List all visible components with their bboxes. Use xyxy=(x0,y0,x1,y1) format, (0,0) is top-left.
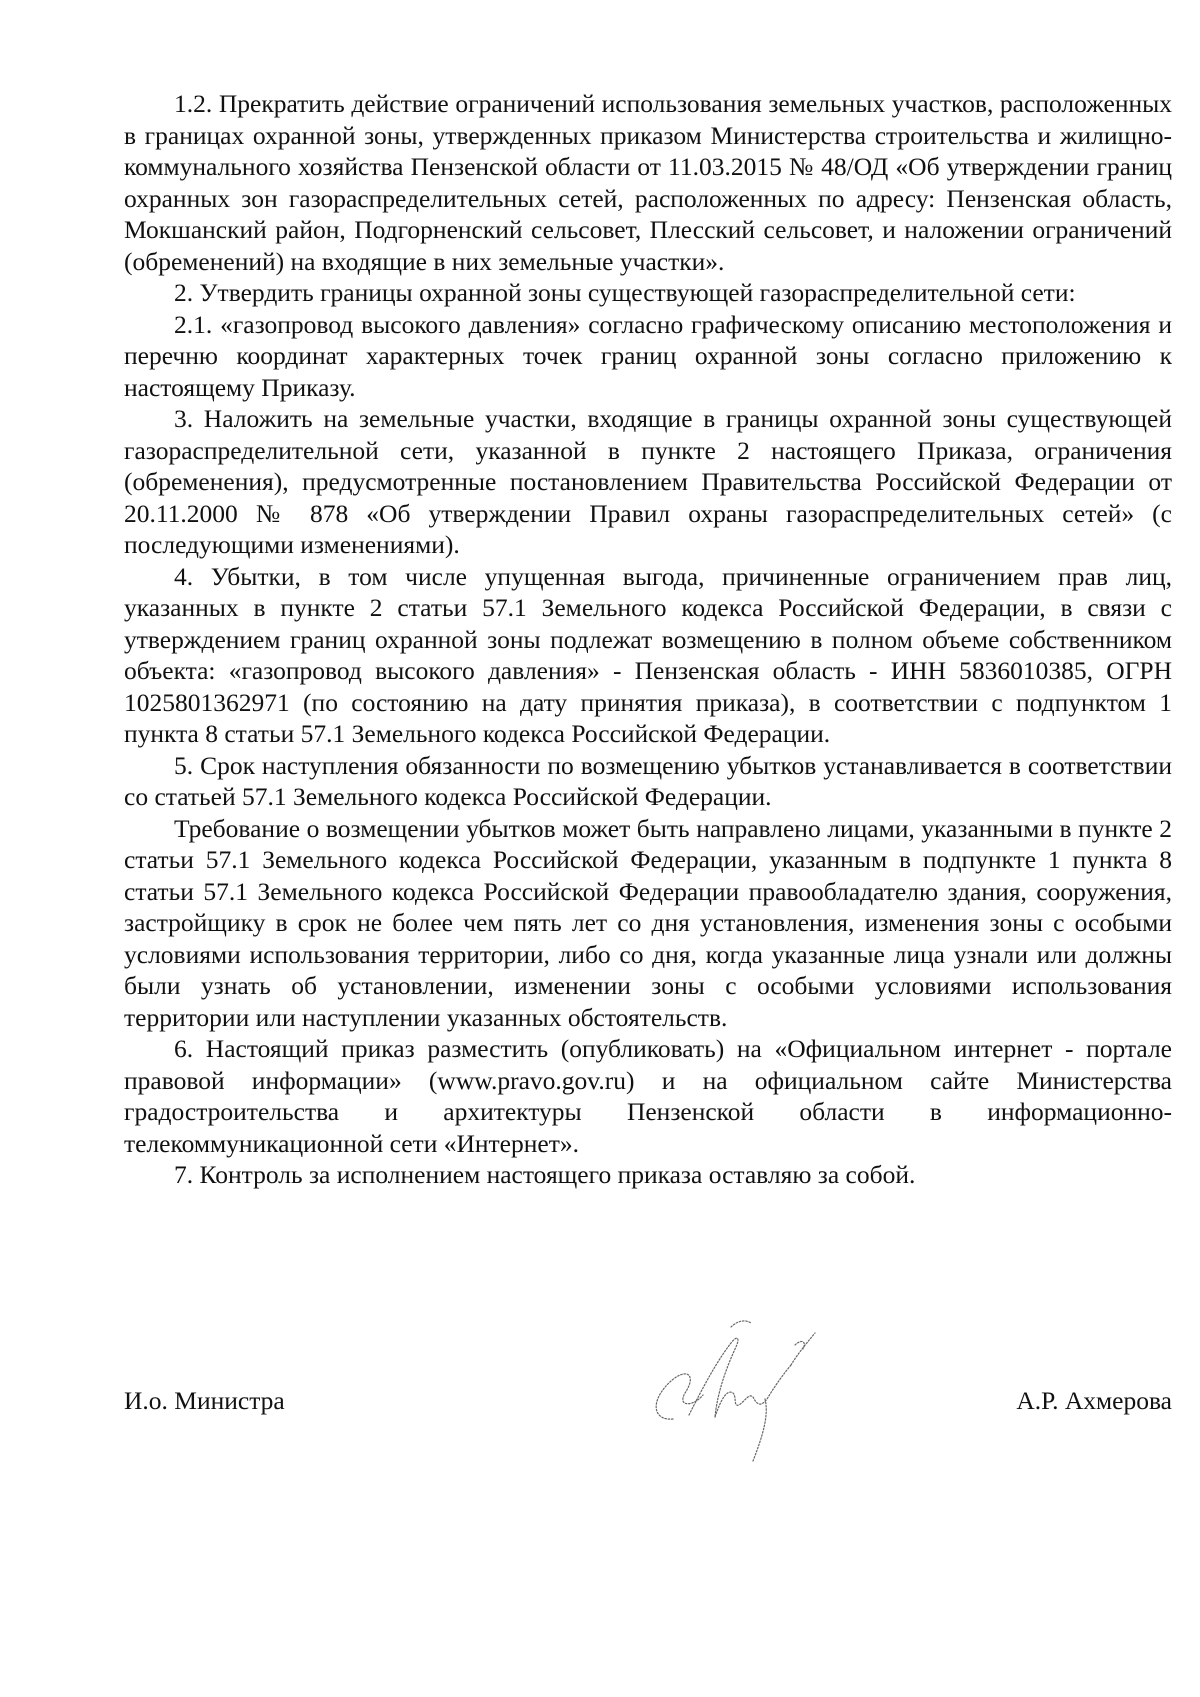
document-body xyxy=(124,88,1172,1191)
paragraph-1-2: 1.2. Прекратить действие ограничений использования земельных участков, расположенных в границах охранной зоны, утвержденных приказом Министерства строительства и жилищно-коммунального хозяйства Пензенской области от 11.03.2015 № 48/ОД «Об утверждении границ охранных зон газораспределительных сетей, расположенных по адресу: Пензенская область, Мокшанский район, Подгорненский сельсовет, Плесский сельсовет, и наложении ограничений (обременений) на входящие в них земельные участки». xyxy=(124,89,1172,276)
paragraph-5: 5. Срок наступления обязанности по возмещению убытков устанавливается в соответствии со статьей 57.1 Земельного кодекса Российской Федерации. xyxy=(124,750,1172,811)
handwritten-signature xyxy=(645,1315,845,1465)
signatory-position: И.о. Министра xyxy=(124,1386,285,1415)
paragraph-2-1: 2.1. «газопровод высокого давления» согласно графическому описанию местоположения и перечню координат характерных точек границ охранной зоны согласно приложению к настоящему Приказу. xyxy=(124,309,1172,402)
paragraph-3: 3. Наложить на земельные участки, входящие в границы охранной зоны существующей газораспределительной сети, указанной в пункте 2 настоящего Приказа, ограничения (обременения), предусмотренные постановлением Правительства Российской Федерации от 20.11.2000 № 878 «Об утверждении Правил охраны газораспределительных сетей» (с последующими изменениями). xyxy=(124,404,1172,559)
paragraph-7: 7. Контроль за исполнением настоящего приказа оставляю за собой. xyxy=(174,1160,916,1189)
paragraph-6: 6. Настоящий приказ разместить (опубликовать) на «Официальном интернет - портале правовой информации» (www.pravo.gov.ru) и на официальном сайте Министерства градостроительства и архитектуры Пензенской области в информационно-телекоммуникационной сети «Интернет». xyxy=(124,1034,1172,1158)
paragraph-4: 4. Убытки, в том числе упущенная выгода, причиненные ограничением прав лиц, указанных в пункте 2 статьи 57.1 Земельного кодекса Российской Федерации, в связи с утверждением границ охранной зоны подлежат возмещению в полном объеме собственником объекта: «газопровод высокого давления» - Пензенская область - ИНН 5836010385, ОГРН 1025801362971 (по состоянию на дату принятия приказа), в соответствии с подпунктом 1 пункта 8 статьи 57.1 Земельного кодекса Российской Федерации. xyxy=(124,561,1172,748)
signatory-name: А.Р. Ахмерова xyxy=(1016,1386,1172,1415)
paragraph-5-requirement: Требование о возмещении убытков может быть направлено лицами, указанными в пункте 2 статьи 57.1 Земельного кодекса Российской Федерации, указанным в подпункте 1 пункта 8 статьи 57.1 Земельного кодекса Российской Федерации правообладателю здания, сооружения, застройщику в срок не более чем пять лет со дня установления, изменения зоны с особыми условиями использования территории, либо со дня, когда указанные лица узнали или должны были узнать об установлении, изменении зоны с особыми условиями использования территории или наступлении указанных обстоятельств. xyxy=(124,813,1172,1032)
paragraph-2: 2. Утвердить границы охранной зоны существующей газораспределительной сети: xyxy=(174,278,1076,307)
